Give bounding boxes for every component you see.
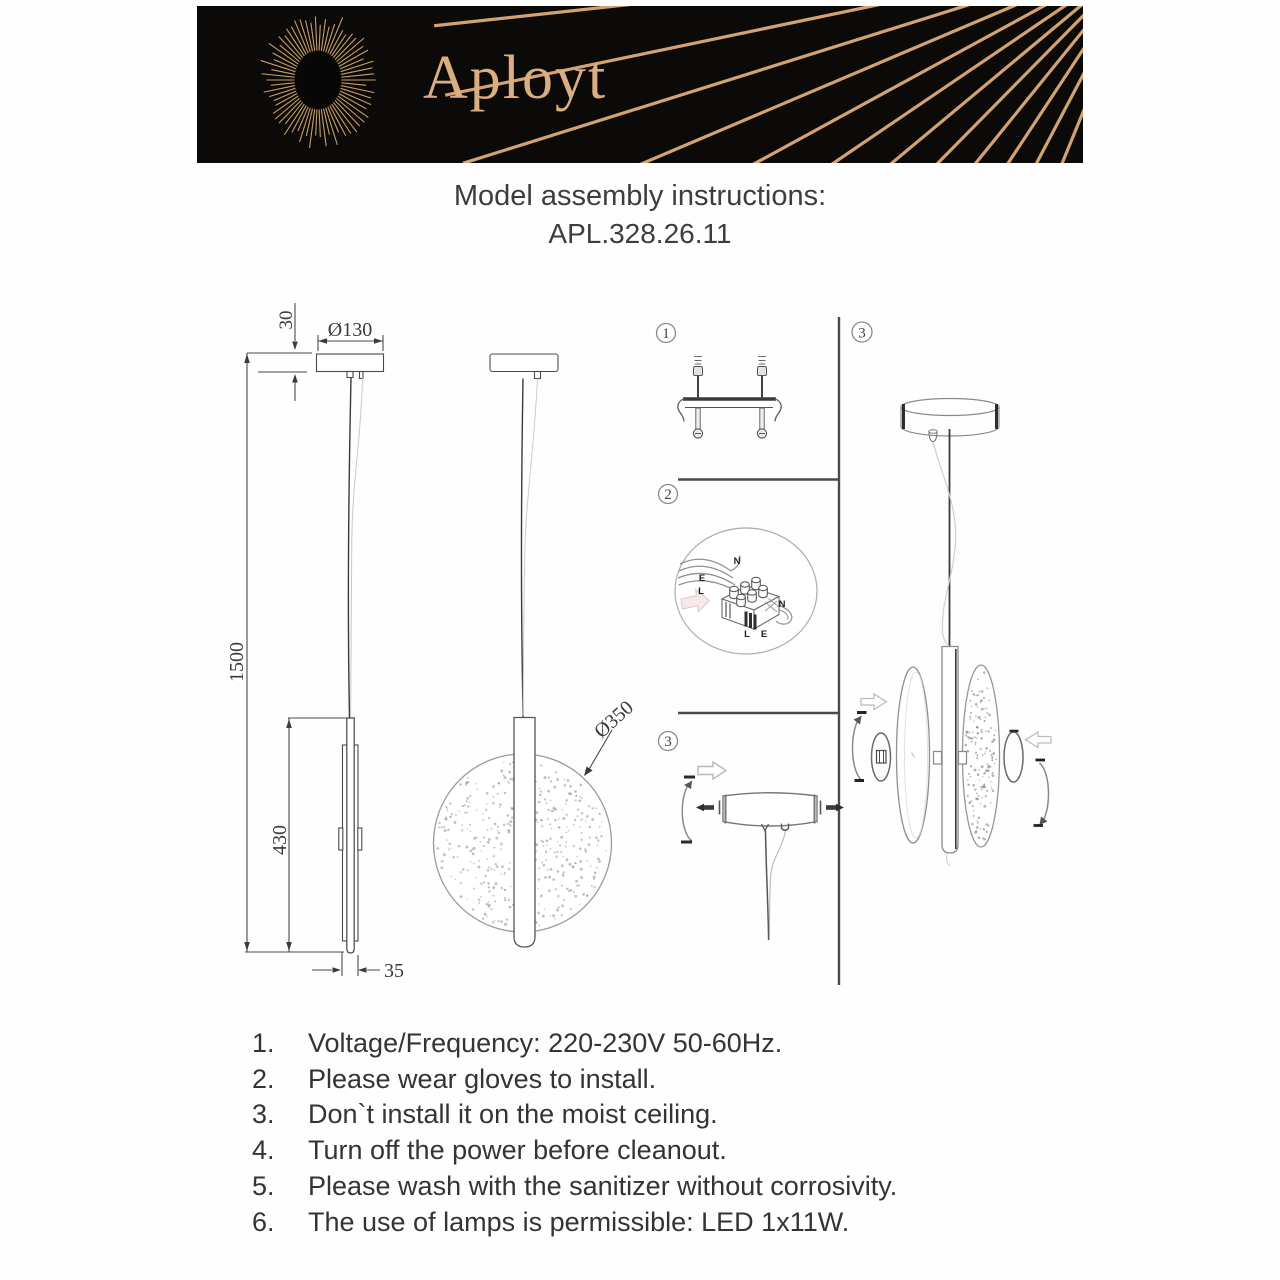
- list-item: [252, 1026, 1092, 1062]
- exploded-step-number: 3: [858, 325, 866, 342]
- canopy-body: [723, 793, 817, 826]
- item-number: 4.: [252, 1135, 275, 1166]
- dim-canopy-diameter: Ø130: [327, 319, 373, 341]
- lock-ring: [1004, 732, 1023, 782]
- nut: [877, 751, 887, 764]
- wire-label-e: E: [698, 573, 706, 584]
- dim-lamp-thickness: 35: [384, 960, 404, 982]
- doc-title: Model assembly instructions:: [453, 180, 827, 212]
- dim-lamp-height: 430: [269, 825, 291, 855]
- direction-arrow-icon: [1026, 732, 1052, 748]
- rotate-arrow-icon: [853, 716, 862, 780]
- step2-number: 2: [664, 487, 672, 503]
- item-number: 1.: [252, 1028, 275, 1058]
- brand-wordmark: Aployt: [423, 44, 608, 112]
- item-number: 6.: [252, 1206, 275, 1237]
- direction-arrow-icon: [861, 694, 887, 710]
- list-item: [252, 1169, 1092, 1205]
- list-item: [252, 1205, 1092, 1241]
- list-item: [252, 1062, 1092, 1098]
- list-item: [252, 1097, 1092, 1133]
- item-number: 2.: [252, 1063, 275, 1094]
- front-view-tube: [514, 718, 535, 948]
- wire-label-n: N: [778, 599, 786, 610]
- item-number: 5.: [252, 1170, 275, 1201]
- step1-diagram: [657, 324, 782, 439]
- model-code: APL.328.26.11: [548, 218, 732, 249]
- list-item: [252, 1133, 1092, 1169]
- exploded-view-drawing: [852, 322, 1051, 866]
- dim-disc-diameter: Ø350: [590, 696, 638, 743]
- rotate-arrow-icon: [1040, 763, 1049, 825]
- dim-canopy-height: 30: [276, 310, 297, 330]
- step2-diagram: [659, 485, 818, 655]
- item-text: Please wash with the sanitizer without corrosivity.: [308, 1170, 898, 1201]
- step1-number: 1: [662, 326, 670, 342]
- direction-arrow-icon: [698, 762, 726, 779]
- wire-label-l: L: [744, 629, 750, 640]
- wire-label-l: L: [698, 586, 704, 597]
- item-number: 3.: [252, 1099, 275, 1130]
- side-screw-icon: [696, 804, 704, 811]
- instruction-list: [252, 1026, 1092, 1240]
- wire-label-e: E: [760, 629, 768, 640]
- item-text: The use of lamps is permissible: LED 1x11W.: [308, 1206, 850, 1237]
- wire-label-n: N: [733, 556, 741, 567]
- item-text: Don`t install it on the moist ceiling.: [308, 1099, 718, 1130]
- item-text: Voltage/Frequency: 220-230V 50-60Hz.: [308, 1028, 783, 1058]
- item-text: Please wear gloves to install.: [308, 1063, 657, 1094]
- step3-number: 3: [664, 734, 672, 750]
- step3-diagram: [659, 732, 845, 941]
- side-view-drawing: [244, 303, 383, 976]
- rotate-arrow-icon: [682, 781, 692, 841]
- leader-arrowhead: [584, 767, 593, 777]
- item-text: Turn off the power before cleanout.: [308, 1135, 727, 1166]
- dim-total-height: 1500: [226, 642, 248, 682]
